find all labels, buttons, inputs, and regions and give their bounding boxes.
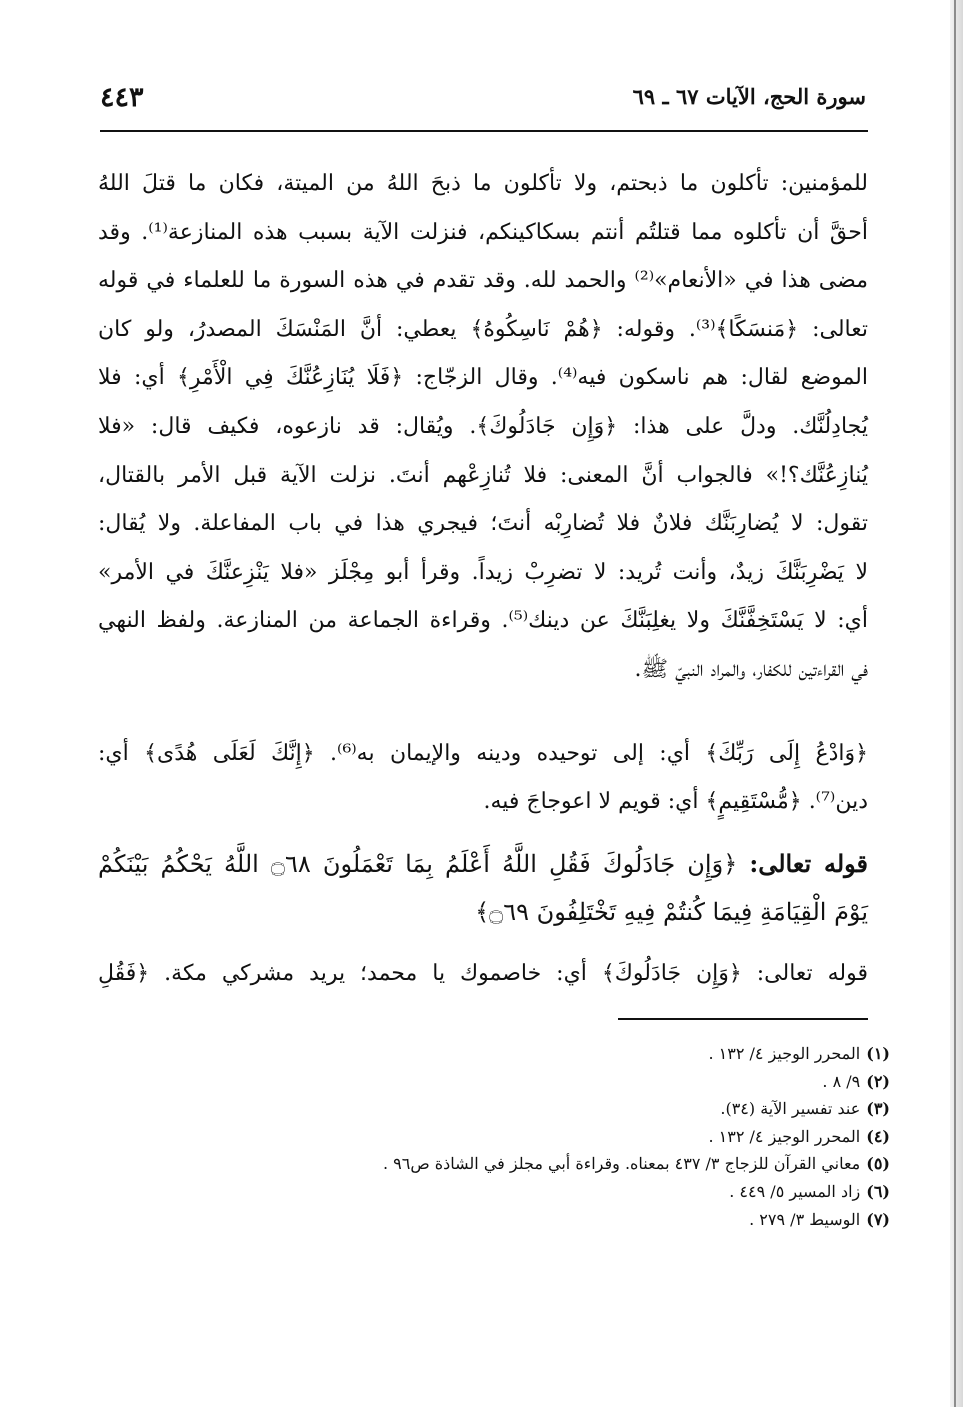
footnote-divider — [618, 1018, 868, 1020]
running-title: سورة الحج، الآيات ٦٧ ـ ٦٩ — [632, 84, 866, 109]
text-line: للمؤمنين: تأكلون ما ذبحتم، ولا تأكلون ما ذبحَ اللهُ من الميتة، فكان ما قتلَ اللهُ — [98, 171, 868, 196]
verse-text: ﴿وَإِن جَادَلُوكَ فَقُلِ اللَّهُ أَعْلَمُ بِمَا تَعْمَلُونَ ۝٦٨ اللَّهُ يَحْكُمُ بَيْنَكُمْ — [98, 850, 738, 878]
text-line: أحقَّ أن تأكلوه مما قتلتُم أنتم بسكاكينكم، فنزلت الآية بسبب هذه المنازعة⁽¹⁾. وقد — [98, 219, 868, 245]
footnotes — [300, 1040, 890, 1233]
footnote-text: المحرر الوجيز ٤/ ١٣٢ . — [708, 1126, 861, 1146]
footnote-text: الوسيط ٣/ ٢٧٩ . — [749, 1209, 861, 1229]
verse-commentary — [98, 730, 868, 826]
header-divider — [100, 130, 868, 132]
page-edge — [950, 0, 963, 1407]
footnote-number: (٥) — [866, 1154, 890, 1174]
text-line: لا يَضْرِبَنَّكَ زيدٌ، وأنت تُريد: لا تضرِبْ زيداً. وقرأ أبو مِجْلَز «فلا يَنْزِعنَّكَ في الأمر» — [98, 559, 868, 585]
page-header — [100, 82, 866, 126]
footnote — [300, 1068, 890, 1096]
footnote — [300, 1178, 890, 1206]
footnote-number: (٦) — [866, 1181, 890, 1201]
footnote-number: (٣) — [866, 1099, 890, 1119]
footnote — [300, 1206, 890, 1234]
footnote — [300, 1123, 890, 1151]
text-line: ﴿وَادْعُ إِلَى رَبِّكَ﴾ أي: إلى توحيده ودينه والإيمان به⁽⁶⁾. ﴿إِنَّكَ لَعَلَى هُدًى﴾ أي: — [98, 741, 868, 766]
footnote-number: (٧) — [866, 1209, 890, 1229]
text-line: في القراءتين للكفار، والمراد النبيّ ﷺ. — [634, 656, 868, 682]
text-line: قوله تعالى: ﴿وَإِن جَادَلُوكَ﴾ أي: خاصموك يا محمد؛ يريد مشركي مكة. ﴿فَقُلِ — [98, 961, 868, 986]
verse-line — [98, 840, 868, 888]
text-line: تقول: لا يُضارِبَنَّك فلانٌ فلا تُضارِبْه أنتَ؛ فيجري هذا في باب المفاعلة. ولا يُقال: — [98, 511, 868, 537]
verse-line: يَوْمَ الْقِيَامَةِ فِيمَا كُنتُمْ فِيهِ تَخْتَلِفُونَ ۝٦٩﴾ — [475, 898, 868, 926]
text-line: دين⁽⁷⁾. ﴿مُّسْتَقِيمٍ﴾ أي: قويم لا اعوجاجَ فيه. — [483, 789, 868, 814]
footnote-number: (٤) — [866, 1126, 890, 1146]
text-line: أي: لا يَسْتَخِفَّنَّكَ ولا يغلِبَنَّكَ عن دينك⁽⁵⁾. وقراءة الجماعة من المنازعة. ولفظ النهي — [98, 608, 868, 634]
page-number: ٤٤٣ — [100, 82, 144, 113]
footnote — [300, 1150, 890, 1178]
text-line: يُنازِعُنَّك؟!» فالجواب أنَّ المعنى: فلا تُنازِعْهم أنتَ. نزلت الآية قبل الأمر بالقتال، — [98, 462, 868, 488]
footnote-number: (٢) — [866, 1071, 890, 1091]
footnote — [300, 1040, 890, 1068]
text-line: مضى هذا في «الأنعام»⁽²⁾ والحمد لله. وقد تقدم في هذه السورة ما للعلماء في قوله — [98, 268, 868, 294]
text-line: الموضع لقال: هم ناسكون فيه⁽⁴⁾. وقال الزجّاج: ﴿فَلَا يُنَازِعُنَّكَ فِي الْأَمْرِ﴾ أي: فلا — [98, 365, 868, 391]
footnote-number: (١) — [866, 1044, 890, 1063]
footnote — [300, 1095, 890, 1123]
footnote-text: المحرر الوجيز ٤/ ١٣٢ . — [708, 1044, 861, 1063]
footnote-text: ٩/ ٨ . — [822, 1071, 861, 1091]
verse-label: قوله تعالى: — [749, 849, 869, 878]
footnote-text: زاد المسير ٥/ ٤٤٩ . — [729, 1181, 861, 1201]
footnote-text: عند تفسير الآية (٣٤). — [720, 1099, 861, 1119]
quran-verse-block — [98, 840, 868, 936]
footnote-text: معاني القرآن للزجاج ٣/ ٤٣٧ بمعناه. وقراءة أبي مجلز في الشاذة ص٩٦ . — [382, 1154, 861, 1174]
main-text — [98, 160, 868, 695]
text-line: تعالى: ﴿مَنسَكًا﴾⁽³⁾. وقوله: ﴿هُمْ نَاسِكُوهُ﴾ يعطي: أنَّ المَنْسَكَ المصدرُ، ولو كان — [98, 316, 868, 342]
text-line: يُجادِلُنَّك. ودلَّ على هذا: ﴿وَإِن جَادَلُوكَ﴾. ويُقال: قد نازعوه، فكيف قال: «فلا — [98, 413, 868, 439]
